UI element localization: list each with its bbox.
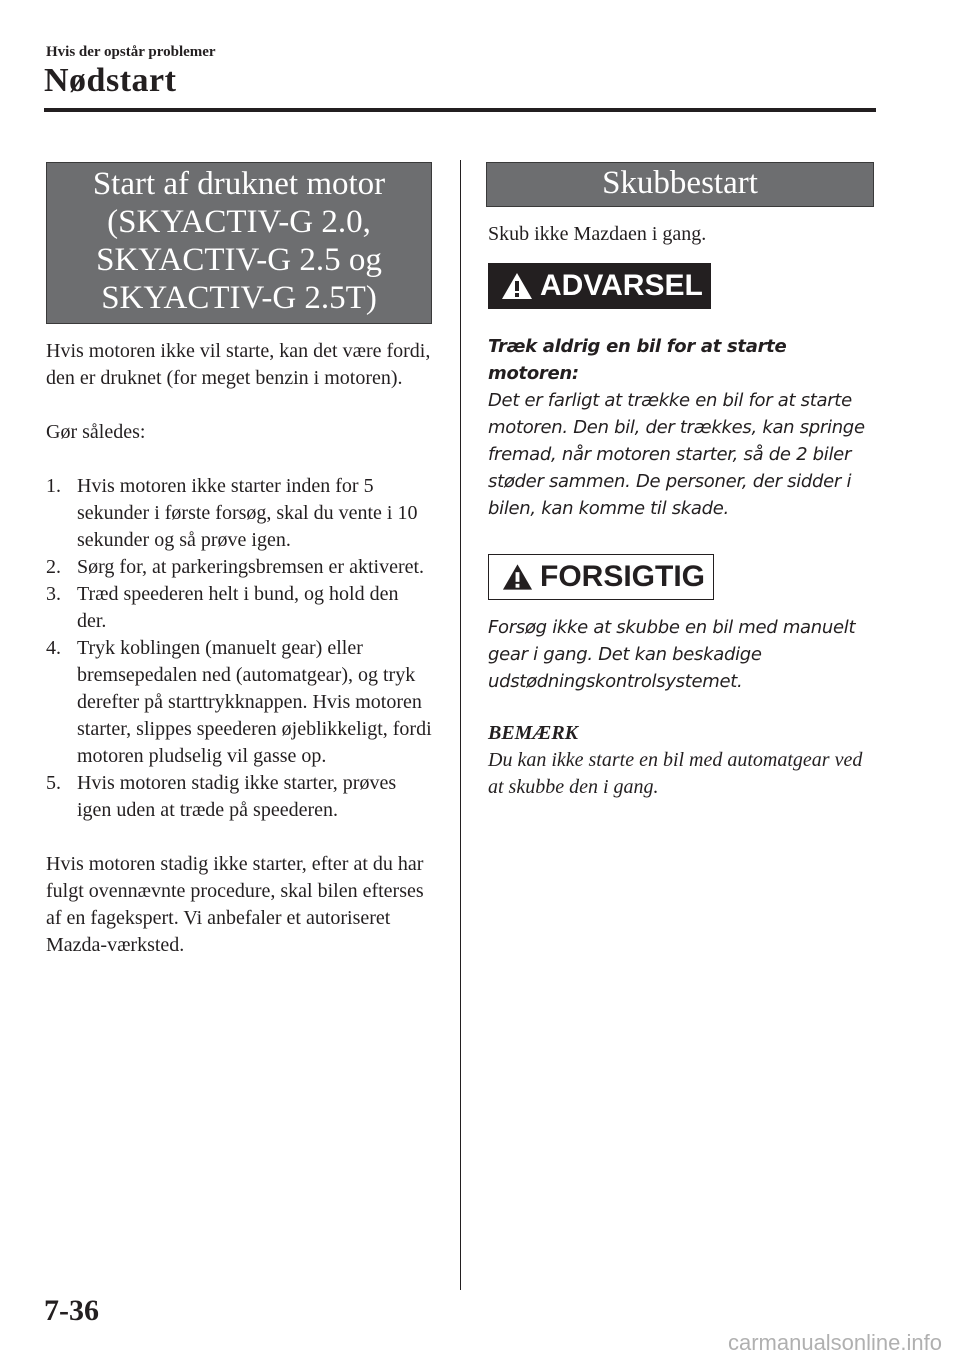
step-item bbox=[46, 554, 432, 581]
step-item bbox=[46, 473, 432, 554]
step-item bbox=[46, 581, 432, 635]
step-text: Sørg for, at parkeringsbremsen er aktiveret. bbox=[77, 556, 425, 578]
heading-line: Start af druknet motor bbox=[92, 166, 386, 202]
warning-label: ADVARSEL bbox=[540, 269, 703, 302]
push-start-heading: Skubbestart bbox=[486, 162, 874, 207]
caution-label: FORSIGTIG bbox=[540, 560, 705, 593]
caution-text: Forsøg ikke at skubbe en bil med manuelt gear i gang. Det kan beskadige udstødningskontrolsystemet. bbox=[488, 617, 856, 692]
do-this-label: Gør således: bbox=[46, 421, 146, 443]
step-text: Hvis motoren ikke starter inden for 5 sekunder i første forsøg, skal du vente i 10 sekunder og så prøve igen. bbox=[77, 475, 418, 551]
step-number: 5. bbox=[46, 772, 61, 794]
step-item bbox=[46, 770, 432, 824]
warning-badge bbox=[488, 263, 711, 309]
step-number: 3. bbox=[46, 583, 61, 605]
note-label: BEMÆRK bbox=[488, 722, 579, 744]
warning-triangle-icon bbox=[500, 271, 534, 301]
chapter-title: Hvis der opstår problemer bbox=[46, 44, 216, 60]
warning-triangle-icon bbox=[501, 562, 534, 592]
steps-list bbox=[46, 473, 432, 824]
heading-line: (SKYACTIV-G 2.0, bbox=[107, 204, 371, 240]
right-column bbox=[488, 162, 878, 801]
warning-title: Træk aldrig en bil for at starte motoren: bbox=[488, 336, 787, 384]
caution-block bbox=[488, 554, 878, 695]
flooded-engine-heading bbox=[46, 162, 432, 324]
caution-badge bbox=[488, 554, 714, 600]
step-text: Hvis motoren stadig ikke starter, prøves igen uden at træde på speederen. bbox=[77, 772, 397, 821]
step-item bbox=[46, 635, 432, 770]
page-title: Nødstart bbox=[44, 62, 177, 99]
column-divider bbox=[460, 160, 461, 1290]
step-number: 1. bbox=[46, 475, 61, 497]
step-text: Tryk koblingen (manuelt gear) eller bremsepedalen ned (automatgear), og tryk derefter på starttrykknappen. Hvis motoren starter, slippes speederen øjeblikkeligt, fordi motoren pludselig vil gasse op. bbox=[77, 637, 432, 767]
warning-block bbox=[488, 263, 878, 522]
step-number: 4. bbox=[46, 637, 61, 659]
heading-line: SKYACTIV-G 2.5 og bbox=[96, 242, 382, 278]
intro-paragraph: Hvis motoren ikke vil starte, kan det være fordi, den er druknet (for meget benzin i motoren). bbox=[46, 340, 431, 389]
watermark: carmanualsonline.info bbox=[727, 1330, 942, 1355]
note-block bbox=[488, 720, 878, 801]
step-text: Træd speederen helt i bund, og hold den der. bbox=[77, 583, 399, 632]
heading-line: SKYACTIV-G 2.5T) bbox=[101, 280, 377, 316]
step-number: 2. bbox=[46, 556, 61, 578]
left-column bbox=[46, 162, 432, 959]
push-start-intro: Skub ikke Mazdaen i gang. bbox=[488, 223, 707, 245]
header-divider bbox=[44, 108, 876, 112]
warning-text: Det er farligt at trække en bil for at starte motoren. Den bil, der trækkes, kan springe fremad, når motoren starter, så de 2 biler støder sammen. De personer, der sidder i bilen, kan komme til skade. bbox=[488, 390, 865, 519]
page-number: 7-36 bbox=[44, 1294, 99, 1327]
closing-paragraph: Hvis motoren stadig ikke starter, efter at du har fulgt ovennævnte procedure, skal bilen efterses af en fagekspert. Vi anbefaler et autoriseret Mazda-værksted. bbox=[46, 853, 424, 956]
note-text: Du kan ikke starte en bil med automatgear ved at skubbe den i gang. bbox=[488, 749, 863, 798]
